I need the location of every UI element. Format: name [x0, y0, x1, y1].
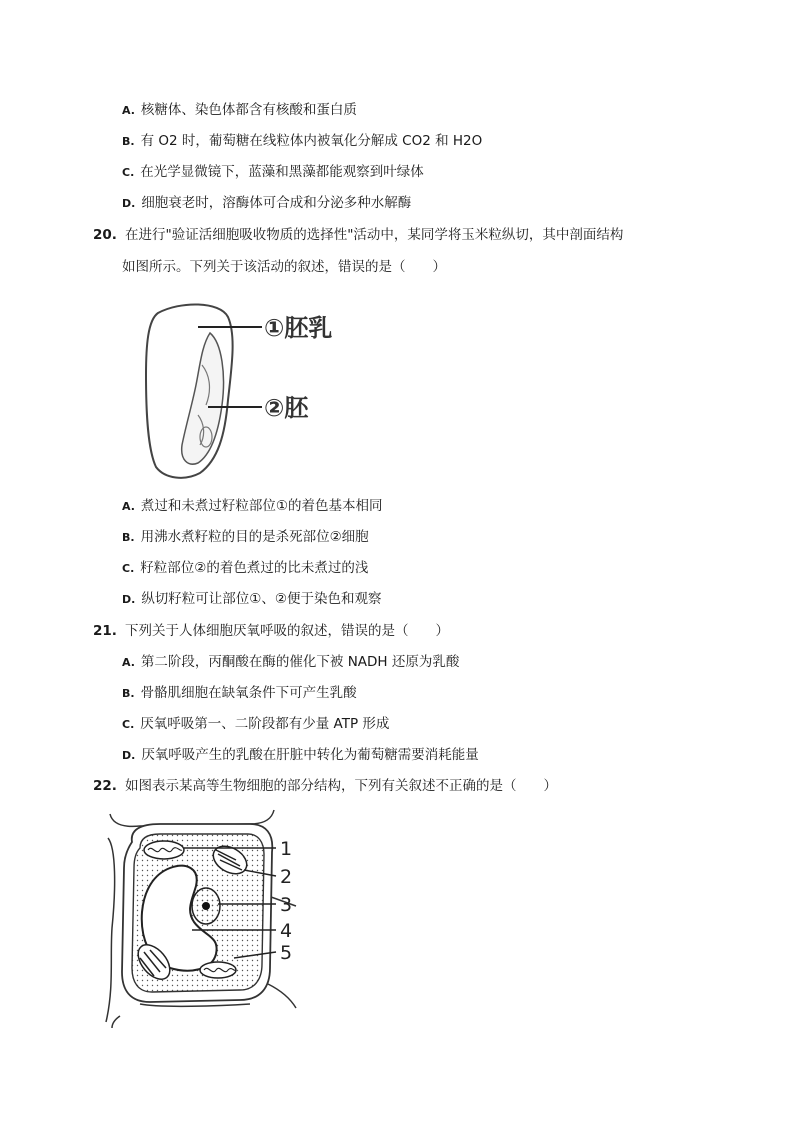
prev-option-d: D. 细胞衰老时，溶酶体可合成和分泌多种水解酶 — [122, 195, 412, 211]
question-22-text: 如图表示某高等生物细胞的部分结构，下列有关叙述不正确的是（ ） — [125, 778, 557, 794]
question-20-option-d: D. 纵切籽粒可让部位①、②便于染色和观察 — [122, 591, 382, 607]
question-20-text-line2: 如图所示。下列关于该活动的叙述，错误的是（ ） — [122, 259, 446, 275]
figure-label-1: 1 — [280, 838, 293, 860]
figure-label-3: 3 — [280, 894, 293, 916]
question-20-option-c: C. 籽粒部位②的着色煮过的比未煮过的浅 — [122, 560, 369, 576]
corn-kernel-figure — [140, 295, 360, 490]
question-22-number: 22. — [93, 778, 117, 794]
figure-label-4: 4 — [280, 920, 293, 942]
cell-structure-figure — [100, 808, 310, 1028]
mitochondrion-bottom — [200, 962, 236, 978]
question-21-option-a: A. 第二阶段，丙酮酸在酶的催化下被 NADH 还原为乳酸 — [122, 654, 460, 670]
prev-option-b: B. 有 O2 时，葡萄糖在线粒体内被氧化分解成 CO2 和 H2O — [122, 133, 483, 149]
nucleolus — [202, 902, 210, 910]
question-21-text: 下列关于人体细胞厌氧呼吸的叙述，错误的是（ ） — [125, 623, 449, 639]
figure-label-5: 5 — [280, 942, 293, 964]
question-20-option-a: A. 煮过和未煮过籽粒部位①的着色基本相同 — [122, 498, 383, 514]
question-21-option-b: B. 骨骼肌细胞在缺氧条件下可产生乳酸 — [122, 685, 357, 701]
question-21-option-c: C. 厌氧呼吸第一、二阶段都有少量 ATP 形成 — [122, 716, 390, 732]
question-21-number: 21. — [93, 623, 117, 639]
figure-label-embryo: ②胚 — [264, 394, 309, 422]
neighbor-cell-wall-left — [106, 838, 115, 1022]
prev-option-c: C. 在光学显微镜下，蓝藻和黑藻都能观察到叶绿体 — [122, 164, 424, 180]
figure-label-2: 2 — [280, 866, 293, 888]
question-20-number: 20. — [93, 227, 117, 243]
question-20-text-line1: 在进行"验证活细胞吸收物质的选择性"活动中，某同学将玉米粒纵切，其中剖面结构 — [125, 227, 624, 243]
prev-option-a: A. 核糖体、染色体都含有核酸和蛋白质 — [122, 102, 357, 118]
figure-label-endosperm: ①胚乳 — [264, 314, 333, 342]
mitochondrion-top — [144, 841, 184, 859]
question-20-option-b: B. 用沸水煮籽粒的目的是杀死部位②细胞 — [122, 529, 369, 545]
question-21-option-d: D. 厌氧呼吸产生的乳酸在肝脏中转化为葡萄糖需要消耗能量 — [122, 747, 479, 763]
neighbor-cell-wall-bottom — [112, 1004, 250, 1028]
